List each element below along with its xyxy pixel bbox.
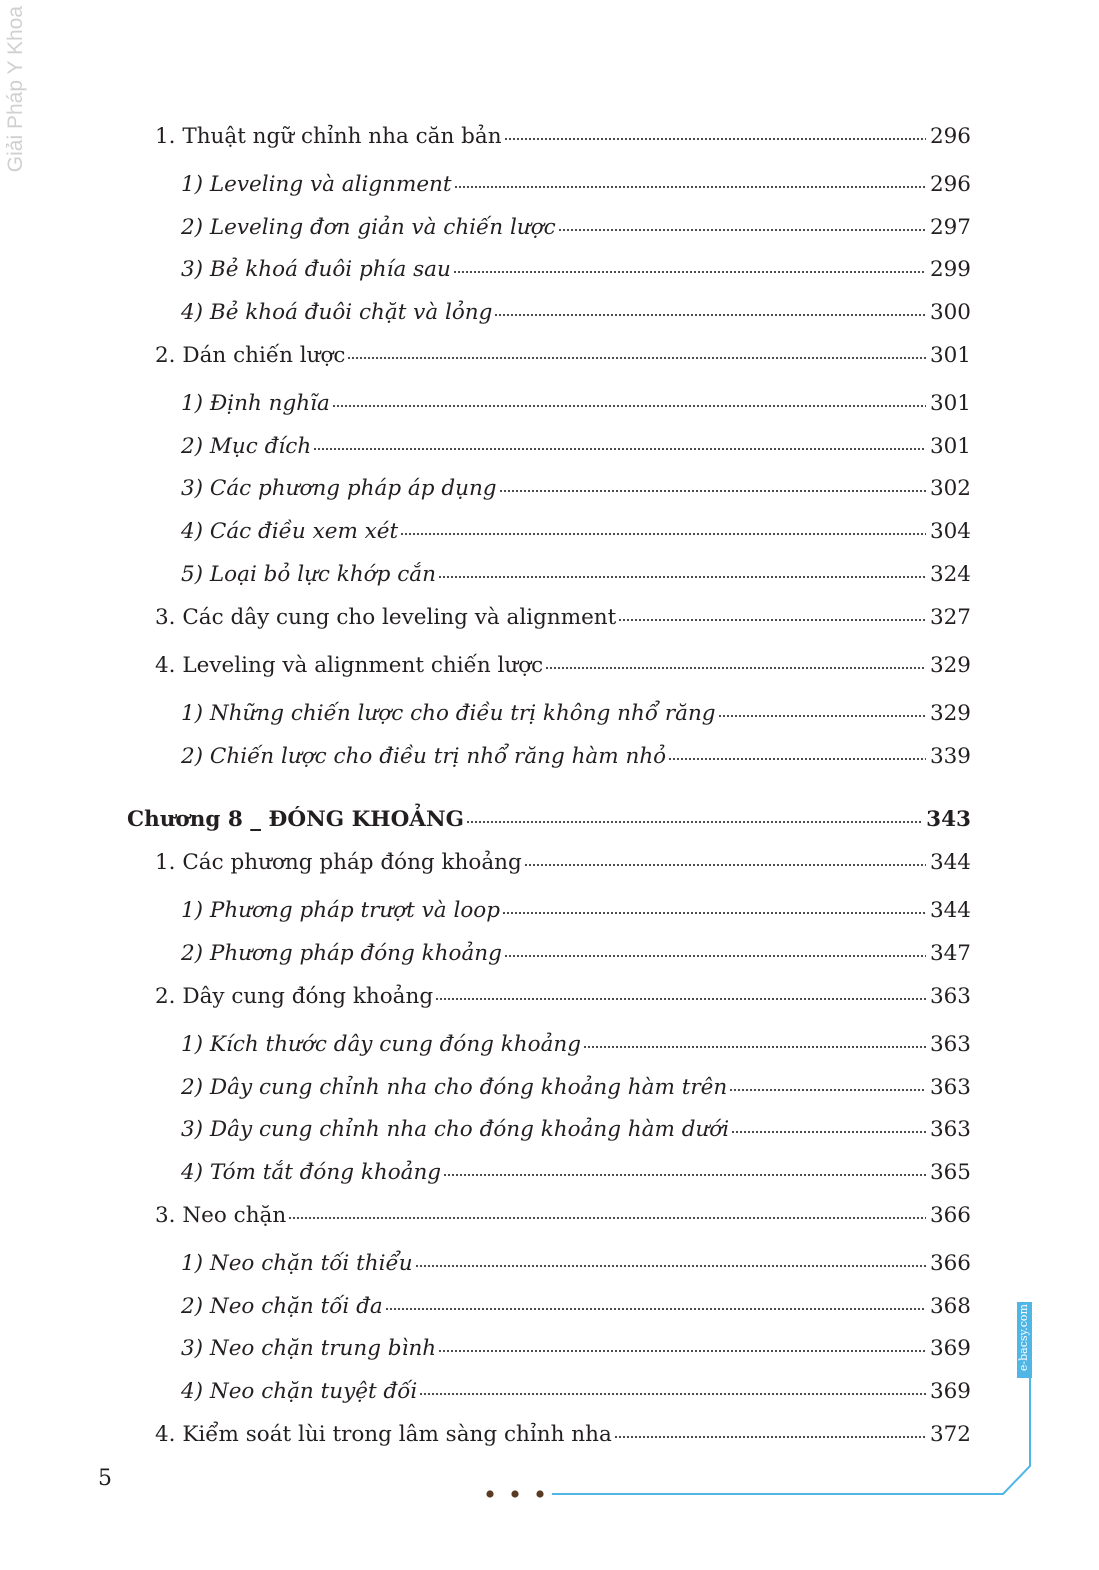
entry-title: Chương 8 _ ĐÓNG KHOẢNG bbox=[127, 807, 464, 832]
entry-title: 2) Phương pháp đóng khoảng bbox=[181, 941, 502, 966]
entry-page-number: 366 bbox=[929, 1251, 971, 1276]
entry-page-number: 339 bbox=[929, 744, 971, 769]
entry-title: 2) Dây cung chỉnh nha cho đóng khoảng hàm trên bbox=[181, 1075, 728, 1100]
entry-title: 5) Loại bỏ lực khớp cắn bbox=[181, 562, 436, 587]
entry-title: 2) Chiến lược cho điều trị nhổ răng hàm nhỏ bbox=[181, 744, 667, 769]
entry-page-number: 344 bbox=[929, 898, 971, 923]
entry-page-number: 300 bbox=[929, 300, 971, 325]
footer-dot bbox=[536, 1490, 543, 1497]
entry-title: 4) Bẻ khoá đuôi chặt và lỏng bbox=[181, 300, 493, 325]
entry-title: 4. Kiểm soát lùi trong lâm sàng chỉnh nha bbox=[155, 1422, 612, 1447]
entry-page-number: 327 bbox=[929, 605, 971, 630]
entry-title: 2) Leveling đơn giản và chiến lược bbox=[181, 215, 556, 240]
entry-title: 2) Mục đích bbox=[181, 434, 312, 459]
entry-page-number: 299 bbox=[929, 257, 971, 282]
entry-title: 2) Neo chặn tối đa bbox=[181, 1294, 383, 1319]
entry-page-number: 363 bbox=[929, 1032, 971, 1057]
entry-title: 2. Dây cung đóng khoảng bbox=[155, 984, 434, 1009]
entry-page-number: 372 bbox=[929, 1422, 971, 1447]
entry-title: 4) Các điều xem xét bbox=[181, 519, 399, 544]
footer-line bbox=[552, 1378, 1030, 1494]
site-label-tab bbox=[1017, 1302, 1032, 1378]
entry-page-number: 363 bbox=[929, 984, 971, 1009]
entry-page-number: 302 bbox=[929, 476, 971, 501]
entry-page-number: 304 bbox=[929, 519, 971, 544]
entry-page-number: 347 bbox=[929, 941, 971, 966]
entry-title: 2. Dán chiến lược bbox=[155, 343, 346, 368]
entry-page-number: 363 bbox=[929, 1075, 971, 1100]
entry-page-number: 301 bbox=[929, 391, 971, 416]
entry-title: 1. Thuật ngữ chỉnh nha căn bản bbox=[155, 124, 502, 149]
entry-title: 1) Phương pháp trượt và loop bbox=[181, 898, 500, 923]
entry-page-number: 329 bbox=[929, 701, 971, 726]
entry-title: 4. Leveling và alignment chiến lược bbox=[155, 653, 544, 678]
entry-title: 4) Neo chặn tuyệt đối bbox=[181, 1379, 418, 1404]
entry-page-number: 365 bbox=[929, 1160, 971, 1185]
entry-title: 1) Neo chặn tối thiểu bbox=[181, 1251, 413, 1276]
entry-page-number: 297 bbox=[929, 215, 971, 240]
entry-page-number: 296 bbox=[929, 124, 971, 149]
entry-title: 1) Những chiến lược cho điều trị không nhổ răng bbox=[181, 701, 716, 726]
site-label: e-bacsy.com bbox=[1017, 1304, 1030, 1372]
entry-page-number: 369 bbox=[929, 1336, 971, 1361]
entry-title: 1) Leveling và alignment bbox=[181, 172, 452, 197]
entry-title: 4) Tóm tắt đóng khoảng bbox=[181, 1160, 442, 1185]
entry-page-number: 368 bbox=[929, 1294, 971, 1319]
entry-title: 1) Định nghĩa bbox=[181, 391, 330, 416]
entry-page-number: 324 bbox=[929, 562, 971, 587]
entry-title: 1) Kích thước dây cung đóng khoảng bbox=[181, 1032, 582, 1057]
entry-title: 3) Bẻ khoá đuôi phía sau bbox=[181, 257, 451, 282]
entry-title: 3) Dây cung chỉnh nha cho đóng khoảng hàm dưới bbox=[181, 1117, 730, 1142]
footer-dot bbox=[511, 1490, 518, 1497]
entry-title: 3. Neo chặn bbox=[155, 1203, 287, 1228]
entry-title: 1. Các phương pháp đóng khoảng bbox=[155, 850, 522, 875]
entry-title: 3. Các dây cung cho leveling và alignment bbox=[155, 605, 617, 630]
watermark-text: Giải Pháp Y Khoa bbox=[4, 6, 27, 173]
entry-page-number: 301 bbox=[929, 434, 971, 459]
entry-page-number: 301 bbox=[929, 343, 971, 368]
entry-page-number: 296 bbox=[929, 172, 971, 197]
entry-page-number: 343 bbox=[926, 807, 971, 832]
entry-title: 3) Neo chặn trung bình bbox=[181, 1336, 437, 1361]
entry-page-number: 366 bbox=[929, 1203, 971, 1228]
entry-page-number: 369 bbox=[929, 1379, 971, 1404]
page-number: 5 bbox=[98, 1466, 112, 1491]
entry-page-number: 363 bbox=[929, 1117, 971, 1142]
entry-page-number: 344 bbox=[929, 850, 971, 875]
entry-page-number: 329 bbox=[929, 653, 971, 678]
footer-dot bbox=[486, 1490, 493, 1497]
entry-title: 3) Các phương pháp áp dụng bbox=[181, 476, 497, 501]
